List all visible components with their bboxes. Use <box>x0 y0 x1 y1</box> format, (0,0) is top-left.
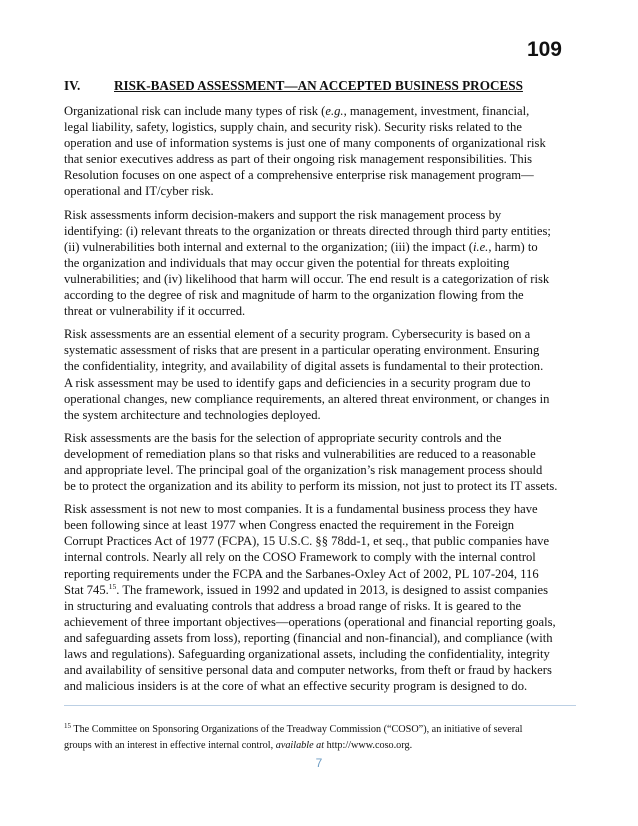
text-run: vulnerabilities; and (iv) likelihood that harm will occur. The end result is a categorization of risk <box>64 271 550 286</box>
text-line <box>64 582 576 598</box>
text-line <box>64 391 576 407</box>
text-line <box>64 326 576 342</box>
text-run: according to the degree of risk and magnitude of harm to the organization flowing from the <box>64 288 524 303</box>
text-run: , management, investment, financial, <box>343 104 530 118</box>
text-run: (ii) vulnerabilities both internal and external to the organization; (iii) the impact ( <box>64 239 473 254</box>
page-number: 109 <box>526 38 562 61</box>
text-run: identifying: (i) relevant threats to the organization or threats directed through third party entities; <box>64 223 551 238</box>
text-line <box>64 358 576 374</box>
text-run: be to protect the organization and its ability to perform its mission, not just to protect its IT assets. <box>64 479 558 494</box>
text-line <box>64 533 576 549</box>
text-line <box>64 614 576 630</box>
footer-page-number: 7 <box>315 756 323 770</box>
text-line <box>64 255 576 271</box>
text-run: and malicious insiders is at the core of what an effective security program is designed to do. <box>64 679 528 694</box>
text-run: development of remediation plans so that risks and vulnerabilities are reduced to a reasonable <box>64 446 536 461</box>
paragraph <box>64 103 576 200</box>
text-run: available at <box>275 740 325 751</box>
text-run: operational and IT/cyber risk. <box>64 184 214 199</box>
text-run: . The framework, issued in 1992 and updated in 2013, is designed to assist companies <box>116 582 549 597</box>
text-line <box>64 183 576 199</box>
text-run: Risk assessments are the basis for the selection of appropriate security controls and the <box>64 430 502 445</box>
text-run: operational changes, new compliance requirements, an altered threat environment, or changes in <box>64 391 550 406</box>
text-line <box>64 303 576 319</box>
text-line <box>64 517 576 533</box>
text-line <box>64 478 576 494</box>
text-line <box>64 430 576 446</box>
text-run: legal liability, safety, logistics, supply chain, and security risk). Security risks related to the <box>64 120 522 135</box>
text-line <box>64 738 576 754</box>
text-line <box>64 549 576 565</box>
footnote <box>64 722 576 754</box>
text-line <box>64 271 576 287</box>
section-number: IV. <box>64 78 81 93</box>
text-run: and safeguarding assets from loss), reporting (financial and non-financial), and compliance (with <box>64 630 553 645</box>
text-run: the confidentiality, integrity, and availability of digital assets is fundamental to their protection. <box>64 359 544 374</box>
text-run: Organizational risk can include many types of risk ( <box>64 104 326 118</box>
text-run: http://www.coso.org. <box>324 740 413 751</box>
paragraph <box>64 326 576 423</box>
text-line <box>64 287 576 303</box>
text-line <box>64 119 576 135</box>
text-run: Risk assessment is not new to most companies. It is a fundamental business process they have <box>64 502 538 517</box>
text-run: been following since at least 1977 when Congress enacted the requirement in the Foreign <box>64 518 515 533</box>
text-run: e.g. <box>325 104 344 118</box>
text-line <box>64 207 576 223</box>
text-run: Corrupt Practices Act of 1977 (FCPA), 15 U.S.C. §§ 78dd-1, et seq., that public companies have <box>64 534 550 549</box>
text-run: threat or vulnerability if it occurred. <box>64 304 246 319</box>
text-run: groups with an interest in effective internal control, <box>64 740 276 751</box>
text-line <box>64 135 576 151</box>
text-line <box>64 722 576 738</box>
footnote-ref: 15 <box>64 722 71 730</box>
text-line <box>64 646 576 662</box>
text-line <box>64 167 576 183</box>
text-run: reporting requirements under the FCPA and the Sarbanes-Oxley Act of 2002, PL 107-204, 116 <box>64 566 539 581</box>
text-line <box>64 630 576 646</box>
text-line <box>64 566 576 582</box>
text-run: and availability of sensitive personal data and computer networks, from theft or fraud by hackers <box>64 663 552 678</box>
text-run: The Committee on Sponsoring Organizations of the Treadway Commission (“COSO”), an initiative of several <box>71 724 523 735</box>
text-run: A risk assessment may be used to identify gaps and deficiencies in a security program due to <box>64 375 531 390</box>
text-line <box>64 375 576 391</box>
footnote-ref: 15 <box>108 581 117 591</box>
section-title: RISK-BASED ASSESSMENT—AN ACCEPTED BUSINESS PROCESS <box>114 78 523 93</box>
text-run: laws and regulations). Safeguarding organizational assets, including the confidentiality, integrity <box>64 647 550 661</box>
text-run: the system architecture and technologies deployed. <box>64 407 321 422</box>
text-run: and appropriate level. The principal goal of the organization’s risk management process should <box>64 462 543 477</box>
text-line <box>64 598 576 614</box>
text-line <box>64 342 576 358</box>
text-run: Risk assessments are an essential element of a security program. Cybersecurity is based on a <box>64 327 531 342</box>
text-run: Stat 745. <box>64 582 109 597</box>
text-run: i.e. <box>472 239 489 254</box>
text-run: Risk assessments inform decision-makers and support the risk management process by <box>64 207 502 222</box>
text-run: in structuring and evaluating controls that address a broad range of risks. It is geared to the <box>64 598 522 613</box>
text-line <box>64 103 576 119</box>
text-run: , harm) to <box>488 239 538 254</box>
text-run: systematic assessment of risks that are present in a particular operating environment. Ensuring <box>64 343 540 358</box>
paragraph <box>64 501 576 694</box>
text-line <box>64 678 576 694</box>
text-line <box>64 151 576 167</box>
text-run: achievement of three important objectives—operations (operational and financial reporting goals, <box>64 614 556 629</box>
paragraph <box>64 207 576 320</box>
text-line <box>64 662 576 678</box>
text-run: internal controls. Nearly all rely on the COSO Framework to comply with the internal control <box>64 550 536 565</box>
paragraph <box>64 430 576 494</box>
text-run: operation and use of information systems is just one of many components of organizational risk <box>64 136 546 151</box>
text-line <box>64 223 576 239</box>
body-text <box>64 103 576 701</box>
text-line <box>64 407 576 423</box>
text-line <box>64 239 576 255</box>
text-line <box>64 501 576 517</box>
text-line <box>64 462 576 478</box>
footnote-separator <box>64 705 576 706</box>
text-line <box>64 446 576 462</box>
section-heading <box>64 78 584 94</box>
text-run: the organization and individuals that may occur given the potential for threats exploiting <box>64 255 510 270</box>
text-run: that senior executives address as part of their ongoing risk management responsibilities. This <box>64 152 533 167</box>
text-run: Resolution focuses on one aspect of a comprehensive enterprise risk management program— <box>64 168 534 183</box>
